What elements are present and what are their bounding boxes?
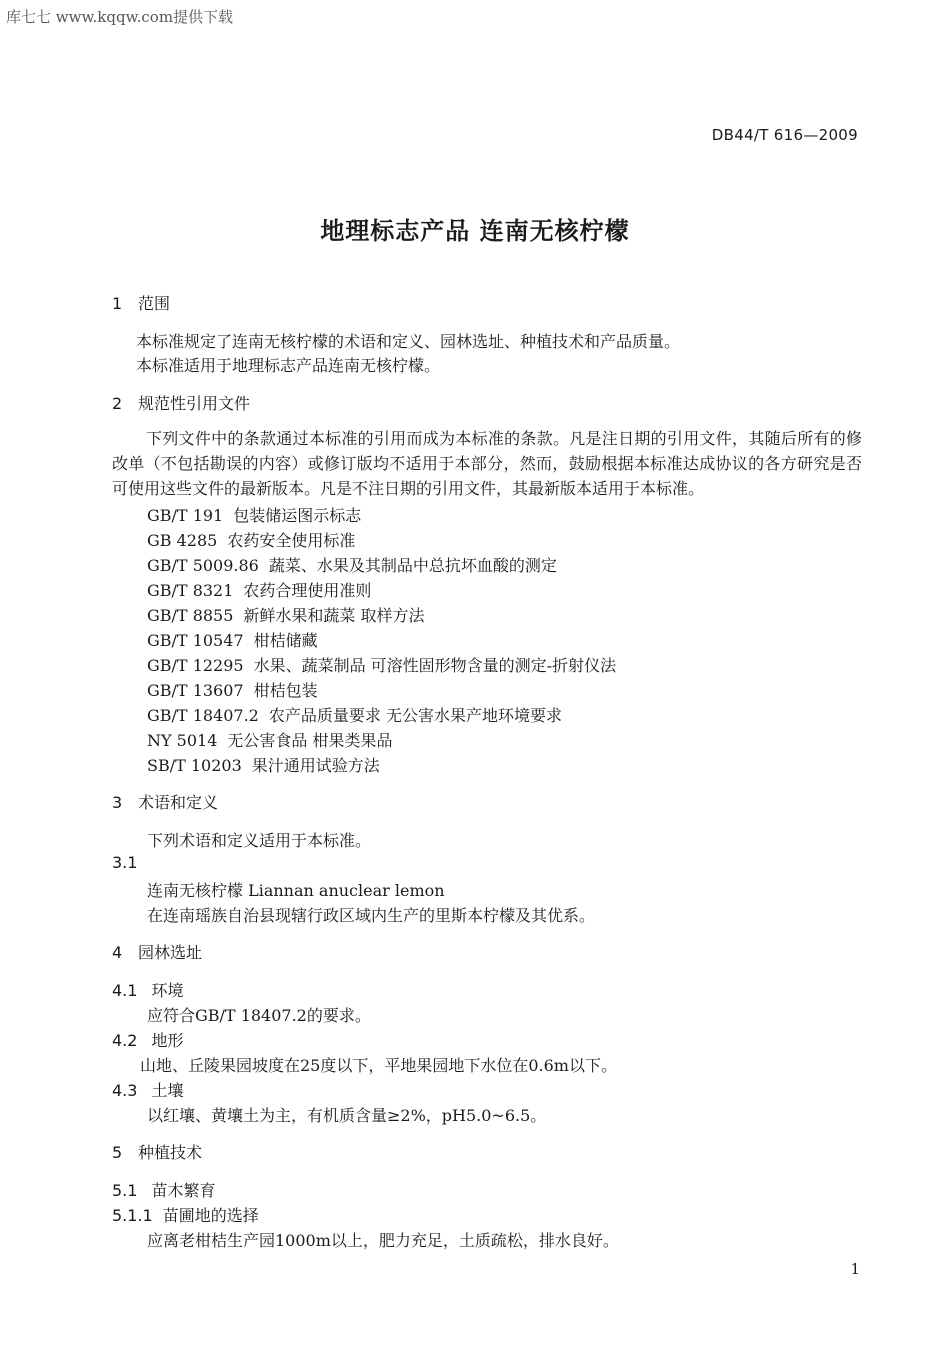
reference-item (147, 753, 380, 776)
subsection-heading (112, 1028, 183, 1051)
reference-item (147, 653, 616, 676)
section-title: 种植技术 (138, 1143, 203, 1162)
subsection-number: 3.1 (112, 853, 138, 872)
subsection-text: 以红壤、黄壤土为主，有机质含量≥2%，pH5.0~6.5。 (147, 1106, 547, 1125)
subsection-text: 山地、丘陵果园坡度在25度以下，平地果园地下水位在0.6m以下。 (140, 1056, 617, 1075)
reference-code: GB/T 8855 (147, 606, 234, 625)
reference-title: 新鲜水果和蔬菜 取样方法 (243, 606, 425, 625)
subsection-title: 环境 (151, 981, 184, 1000)
reference-code: GB/T 8321 (147, 581, 234, 600)
reference-item (147, 578, 371, 601)
section-number: 3 (112, 793, 123, 812)
subsection-title: 土壤 (151, 1081, 184, 1100)
reference-title: 果汁通用试验方法 (251, 756, 380, 775)
section-2-heading (112, 391, 250, 414)
subsubsection-number: 5.1.1 (112, 1206, 153, 1225)
normative-paragraph: 下列文件中的条款通过本标准的引用而成为本标准的条款。凡是注日期的引用文件，其随后所有的修改单（不包括勘误的内容）或修订版均不适用于本部分，然而，鼓励根据本标准达成协议的各方研究是否可使用这些文件的最新版本。凡是不注日期的引用文件，其最新版本适用于本标准。 (112, 429, 862, 498)
term-name: 连南无核柠檬 Liannan anuclear lemon (147, 881, 445, 900)
subsection-heading (112, 1178, 215, 1201)
reference-item (147, 553, 557, 576)
subsection-heading (112, 978, 183, 1001)
section-number: 2 (112, 394, 123, 413)
section-number: 5 (112, 1143, 123, 1162)
subsection-text: 应符合GB/T 18407.2的要求。 (147, 1006, 371, 1025)
subsection-number: 4.3 (112, 1081, 138, 1100)
page-title: 地理标志产品 连南无核柠檬 (320, 217, 630, 245)
section-title: 术语和定义 (138, 793, 219, 812)
section-title: 规范性引用文件 (138, 394, 251, 413)
term-definition: 在连南瑶族自治县现辖行政区域内生产的里斯本柠檬及其优系。 (147, 906, 596, 925)
reference-item (147, 528, 355, 551)
section-1-heading (112, 291, 170, 314)
watermark: 库七七 www.kqqw.com提供下载 (6, 8, 234, 26)
subsection-number: 5.1 (112, 1181, 138, 1200)
reference-title: 柑桔储藏 (253, 631, 318, 650)
reference-code: GB/T 18407.2 (147, 706, 259, 725)
section-number: 4 (112, 943, 123, 962)
subsection-title: 苗木繁育 (151, 1181, 216, 1200)
subsubsection-heading (112, 1203, 259, 1226)
reference-item (147, 678, 318, 701)
reference-code: SB/T 10203 (147, 756, 242, 775)
section-5-heading (112, 1140, 202, 1163)
reference-title: 包装储运图示标志 (233, 506, 362, 525)
subsection-number: 4.1 (112, 981, 138, 1000)
reference-code: GB/T 13607 (147, 681, 244, 700)
reference-item (147, 603, 425, 626)
terms-intro: 下列术语和定义适用于本标准。 (147, 831, 372, 850)
reference-title: 农药安全使用标准 (227, 531, 356, 550)
reference-item (147, 503, 361, 526)
section-3-heading (112, 790, 218, 813)
reference-title: 柑桔包装 (253, 681, 318, 700)
reference-code: GB/T 10547 (147, 631, 244, 650)
subsection-heading (112, 1078, 183, 1101)
reference-code: GB/T 5009.86 (147, 556, 259, 575)
section-number: 1 (112, 294, 123, 313)
document-code: DB44/T 616—2009 (711, 126, 858, 144)
subsection-title: 地形 (151, 1031, 184, 1050)
reference-code: GB 4285 (147, 531, 218, 550)
subsubsection-title: 苗圃地的选择 (162, 1206, 259, 1225)
subsection-number: 4.2 (112, 1031, 138, 1050)
section-title: 范围 (138, 294, 171, 313)
section-title: 园林选址 (138, 943, 203, 962)
reference-title: 农产品质量要求 无公害水果产地环境要求 (268, 706, 562, 725)
reference-title: 农药合理使用准则 (243, 581, 372, 600)
reference-code: GB/T 12295 (147, 656, 244, 675)
scope-line-2: 本标准适用于地理标志产品连南无核柠檬。 (136, 356, 441, 375)
reference-item (147, 728, 392, 751)
reference-title: 无公害食品 柑果类果品 (227, 731, 393, 750)
reference-title: 蔬菜、水果及其制品中总抗坏血酸的测定 (268, 556, 557, 575)
reference-code: NY 5014 (147, 731, 218, 750)
reference-item (147, 628, 318, 651)
reference-title: 水果、蔬菜制品 可溶性固形物含量的测定-折射仪法 (253, 656, 617, 675)
reference-code: GB/T 191 (147, 506, 224, 525)
subsection-text: 应离老柑桔生产园1000m以上，肥力充足，土质疏松，排水良好。 (147, 1231, 619, 1250)
page-number: 1 (850, 1260, 860, 1278)
section-4-heading (112, 940, 202, 963)
reference-item (147, 703, 562, 726)
scope-line-1: 本标准规定了连南无核柠檬的术语和定义、园林选址、种植技术和产品质量。 (136, 332, 681, 351)
